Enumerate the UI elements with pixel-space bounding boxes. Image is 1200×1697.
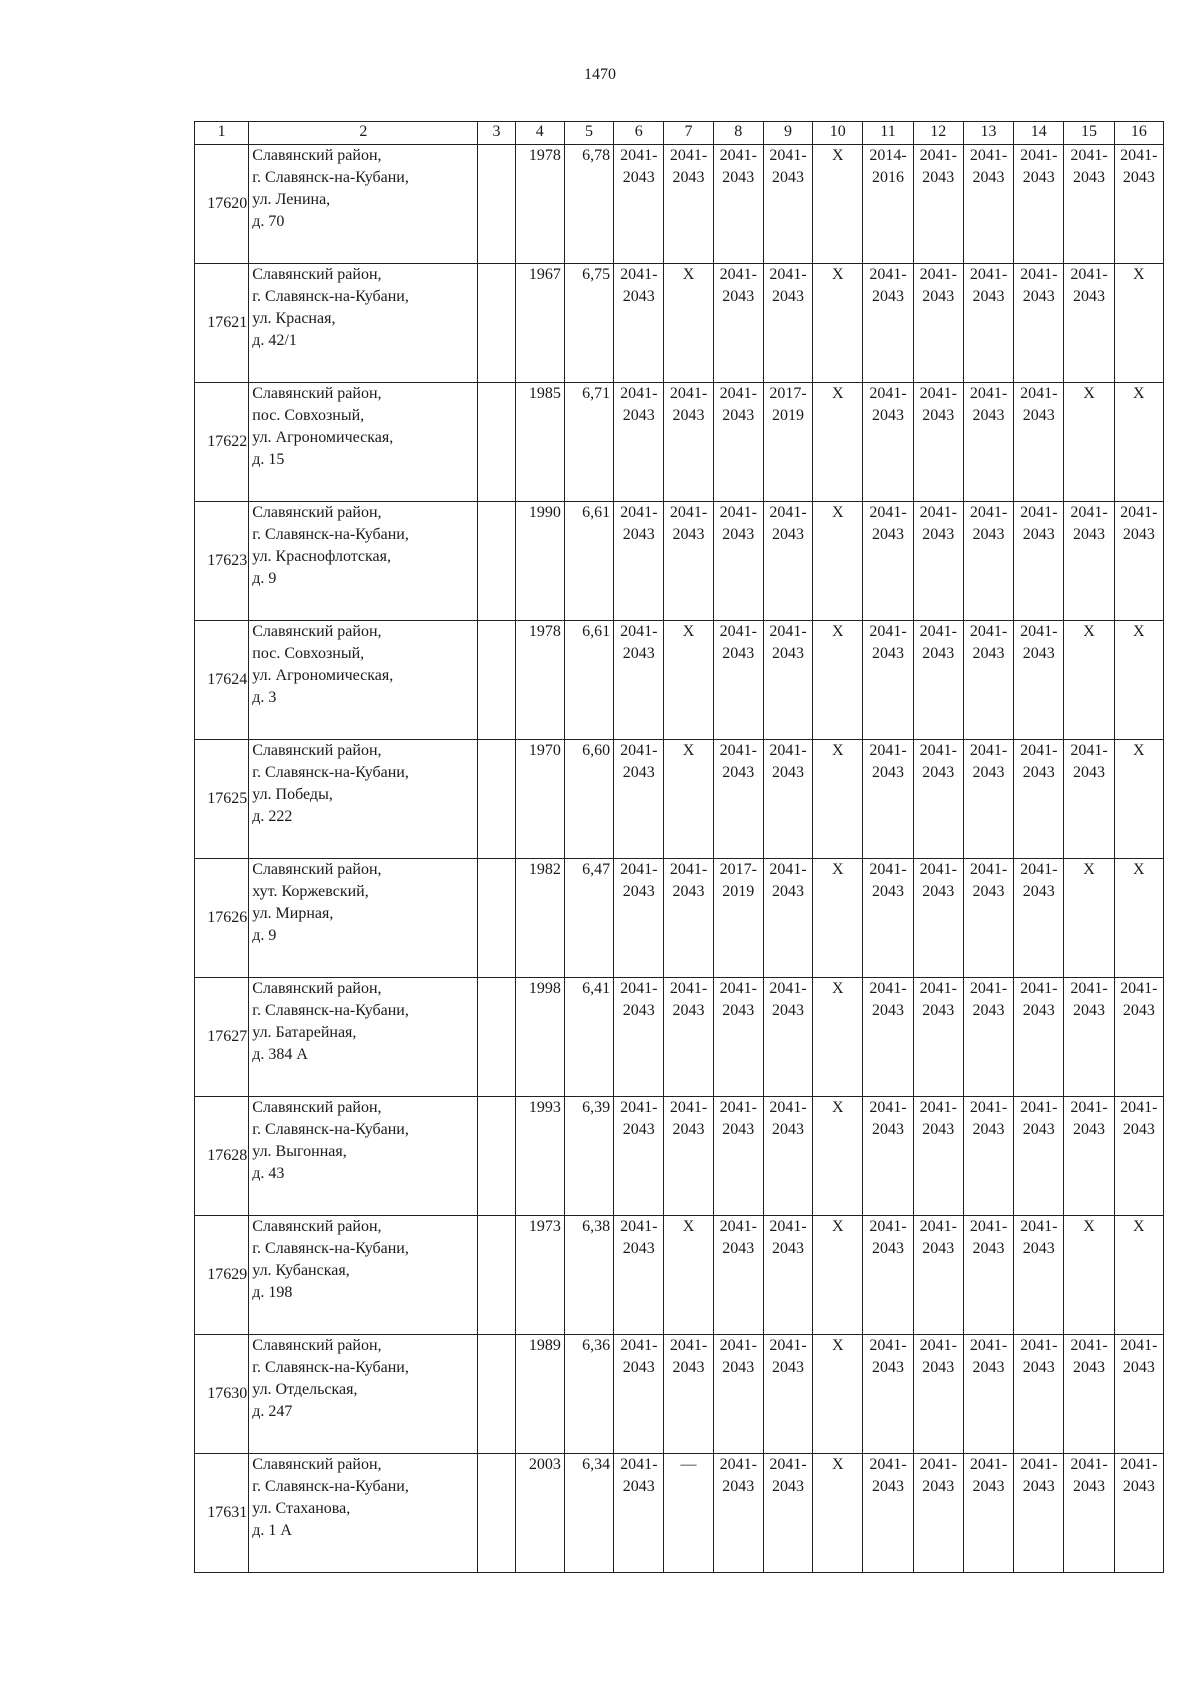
address-cell [249, 264, 478, 383]
address-cell [249, 978, 478, 1097]
period-cell-col-13: 2041-2043 [963, 978, 1013, 1097]
address-cell [249, 145, 478, 264]
period-cell-col-13: 2041-2043 [963, 502, 1013, 621]
column-header-6: 6 [614, 122, 664, 145]
address-line: г. Славянск-на-Кубани, [252, 1240, 409, 1257]
cell-c5: 6,61 [564, 621, 613, 740]
period-cell-col-11: 2041-2043 [863, 383, 913, 502]
period-cell-col-16: 2041-2043 [1114, 502, 1163, 621]
period-cell-col-11: 2041-2043 [863, 859, 913, 978]
period-cell-col-10: X [813, 1335, 863, 1454]
address-line: д. 3 [252, 689, 277, 706]
period-cell-col-14: 2041-2043 [1014, 621, 1064, 740]
period-cell-col-7: — [664, 1454, 713, 1573]
period-cell-col-10: X [813, 383, 863, 502]
period-cell-col-12: 2041-2043 [913, 859, 963, 978]
period-cell-col-7: 2041-2043 [664, 383, 713, 502]
address-line: Славянский район, [252, 1099, 382, 1116]
address-line: д. 198 [252, 1284, 293, 1301]
cell-c3 [478, 859, 515, 978]
period-cell-col-15: 2041-2043 [1064, 502, 1114, 621]
column-header-3: 3 [478, 122, 515, 145]
address-line: ул. Мирная, [252, 905, 334, 922]
period-cell-col-15: 2041-2043 [1064, 1335, 1114, 1454]
period-cell-col-14: 2041-2043 [1014, 1454, 1064, 1573]
column-header-1: 1 [195, 122, 249, 145]
period-cell-col-8: 2041-2043 [713, 502, 763, 621]
period-cell-col-7: X [664, 621, 713, 740]
period-cell-col-9: 2041-2043 [763, 1335, 812, 1454]
cell-c3 [478, 1097, 515, 1216]
period-cell-col-16: X [1114, 1216, 1163, 1335]
period-cell-col-13: 2041-2043 [963, 1454, 1013, 1573]
period-cell-col-9: 2041-2043 [763, 502, 812, 621]
table-body [195, 145, 1164, 1573]
period-cell-col-14: 2041-2043 [1014, 1097, 1064, 1216]
period-cell-col-10: X [813, 859, 863, 978]
row-number: 17623 [195, 502, 249, 621]
row-number: 17625 [195, 740, 249, 859]
address-line: ул. Агрономическая, [252, 667, 394, 684]
address-line: ул. Победы, [252, 786, 333, 803]
address-line: ул. Агрономическая, [252, 429, 394, 446]
period-cell-col-11: 2041-2043 [863, 740, 913, 859]
period-cell-col-8: 2041-2043 [713, 1097, 763, 1216]
cell-c3 [478, 621, 515, 740]
period-cell-col-12: 2041-2043 [913, 1454, 963, 1573]
period-cell-col-12: 2041-2043 [913, 1335, 963, 1454]
period-cell-col-8: 2041-2043 [713, 978, 763, 1097]
period-cell-col-7: 2041-2043 [664, 1335, 713, 1454]
period-cell-col-9: 2041-2043 [763, 264, 812, 383]
address-line: Славянский район, [252, 504, 382, 521]
address-line: ул. Ленина, [252, 191, 331, 208]
cell-c3 [478, 1216, 515, 1335]
cell-c5: 6,41 [564, 978, 613, 1097]
period-cell-col-10: X [813, 264, 863, 383]
address-cell [249, 859, 478, 978]
period-cell-col-16: 2041-2043 [1114, 1097, 1163, 1216]
period-cell-col-12: 2041-2043 [913, 264, 963, 383]
period-cell-col-13: 2041-2043 [963, 1216, 1013, 1335]
row-number: 17626 [195, 859, 249, 978]
address-line: г. Славянск-на-Кубани, [252, 1002, 409, 1019]
period-cell-col-9: 2041-2043 [763, 859, 812, 978]
period-cell-col-14: 2041-2043 [1014, 978, 1064, 1097]
column-header-8: 8 [713, 122, 763, 145]
row-number: 17627 [195, 978, 249, 1097]
period-cell-col-15: X [1064, 1216, 1114, 1335]
cell-c4: 1985 [515, 383, 564, 502]
address-line: д. 222 [252, 808, 293, 825]
address-line: г. Славянск-на-Кубани, [252, 1121, 409, 1138]
table-row [195, 383, 1164, 502]
period-cell-col-15: 2041-2043 [1064, 740, 1114, 859]
row-number: 17622 [195, 383, 249, 502]
table-row [195, 145, 1164, 264]
period-cell-col-8: 2041-2043 [713, 1216, 763, 1335]
period-cell-col-12: 2041-2043 [913, 740, 963, 859]
period-cell-col-11: 2041-2043 [863, 502, 913, 621]
table-row [195, 1216, 1164, 1335]
period-cell-col-14: 2041-2043 [1014, 145, 1064, 264]
period-cell-col-6: 2041-2043 [614, 1216, 664, 1335]
address-line: Славянский район, [252, 266, 382, 283]
period-cell-col-6: 2041-2043 [614, 502, 664, 621]
table-row [195, 740, 1164, 859]
period-cell-col-9: 2041-2043 [763, 621, 812, 740]
period-cell-col-14: 2041-2043 [1014, 740, 1064, 859]
column-header-9: 9 [763, 122, 812, 145]
address-line: ул. Отдельская, [252, 1381, 358, 1398]
period-cell-col-14: 2041-2043 [1014, 502, 1064, 621]
table-row [195, 978, 1164, 1097]
column-header-13: 13 [963, 122, 1013, 145]
period-cell-col-6: 2041-2043 [614, 1097, 664, 1216]
period-cell-col-9: 2017-2019 [763, 383, 812, 502]
address-line: г. Славянск-на-Кубани, [252, 288, 409, 305]
period-cell-col-14: 2041-2043 [1014, 1216, 1064, 1335]
address-cell [249, 1097, 478, 1216]
address-line: д. 15 [252, 451, 285, 468]
address-line: пос. Совхозный, [252, 645, 365, 662]
address-line: ул. Батарейная, [252, 1024, 357, 1041]
period-cell-col-10: X [813, 145, 863, 264]
row-number: 17620 [195, 145, 249, 264]
period-cell-col-10: X [813, 502, 863, 621]
address-line: Славянский район, [252, 1337, 382, 1354]
period-cell-col-9: 2041-2043 [763, 1216, 812, 1335]
housing-table [194, 121, 1164, 1573]
cell-c4: 1993 [515, 1097, 564, 1216]
cell-c4: 1998 [515, 978, 564, 1097]
address-cell [249, 740, 478, 859]
period-cell-col-8: 2041-2043 [713, 1454, 763, 1573]
address-cell [249, 1335, 478, 1454]
cell-c4: 1989 [515, 1335, 564, 1454]
address-line: Славянский район, [252, 385, 382, 402]
period-cell-col-10: X [813, 1097, 863, 1216]
cell-c5: 6,36 [564, 1335, 613, 1454]
period-cell-col-8: 2041-2043 [713, 264, 763, 383]
period-cell-col-7: 2041-2043 [664, 502, 713, 621]
period-cell-col-16: 2041-2043 [1114, 1454, 1163, 1573]
address-line: ул. Краснофлотская, [252, 548, 392, 565]
address-line: ул. Кубанская, [252, 1262, 350, 1279]
cell-c5: 6,47 [564, 859, 613, 978]
cell-c5: 6,39 [564, 1097, 613, 1216]
period-cell-col-13: 2041-2043 [963, 1335, 1013, 1454]
period-cell-col-7: 2041-2043 [664, 1097, 713, 1216]
column-header-15: 15 [1064, 122, 1114, 145]
period-cell-col-16: 2041-2043 [1114, 145, 1163, 264]
cell-c3 [478, 740, 515, 859]
column-header-10: 10 [813, 122, 863, 145]
period-cell-col-13: 2041-2043 [963, 264, 1013, 383]
column-header-2: 2 [249, 122, 478, 145]
period-cell-col-16: X [1114, 740, 1163, 859]
period-cell-col-15: 2041-2043 [1064, 145, 1114, 264]
table-row [195, 621, 1164, 740]
table-row [195, 1097, 1164, 1216]
address-line: г. Славянск-на-Кубани, [252, 1359, 409, 1376]
cell-c5: 6,75 [564, 264, 613, 383]
address-line: хут. Коржевский, [252, 883, 369, 900]
page-number: 1470 [584, 66, 616, 83]
period-cell-col-11: 2041-2043 [863, 1335, 913, 1454]
address-line: д. 1 А [252, 1522, 292, 1539]
row-number: 17621 [195, 264, 249, 383]
period-cell-col-15: 2041-2043 [1064, 1454, 1114, 1573]
cell-c5: 6,61 [564, 502, 613, 621]
period-cell-col-6: 2041-2043 [614, 978, 664, 1097]
period-cell-col-14: 2041-2043 [1014, 1335, 1064, 1454]
period-cell-col-13: 2041-2043 [963, 621, 1013, 740]
address-line: Славянский район, [252, 1218, 382, 1235]
cell-c5: 6,38 [564, 1216, 613, 1335]
period-cell-col-10: X [813, 1454, 863, 1573]
column-header-11: 11 [863, 122, 913, 145]
period-cell-col-12: 2041-2043 [913, 1097, 963, 1216]
address-line: д. 42/1 [252, 332, 297, 349]
period-cell-col-6: 2041-2043 [614, 1335, 664, 1454]
cell-c3 [478, 383, 515, 502]
address-line: д. 384 А [252, 1046, 308, 1063]
period-cell-col-8: 2041-2043 [713, 145, 763, 264]
address-line: д. 9 [252, 570, 277, 587]
period-cell-col-15: X [1064, 859, 1114, 978]
period-cell-col-6: 2041-2043 [614, 1454, 664, 1573]
address-line: д. 9 [252, 927, 277, 944]
address-line: ул. Стаханова, [252, 1500, 351, 1517]
period-cell-col-16: 2041-2043 [1114, 978, 1163, 1097]
address-cell [249, 1216, 478, 1335]
period-cell-col-8: 2041-2043 [713, 740, 763, 859]
period-cell-col-12: 2041-2043 [913, 502, 963, 621]
column-header-14: 14 [1014, 122, 1064, 145]
period-cell-col-13: 2041-2043 [963, 383, 1013, 502]
table-row [195, 502, 1164, 621]
period-cell-col-6: 2041-2043 [614, 264, 664, 383]
row-number: 17628 [195, 1097, 249, 1216]
period-cell-col-11: 2041-2043 [863, 1097, 913, 1216]
period-cell-col-8: 2041-2043 [713, 1335, 763, 1454]
period-cell-col-8: 2041-2043 [713, 383, 763, 502]
period-cell-col-6: 2041-2043 [614, 621, 664, 740]
period-cell-col-11: 2041-2043 [863, 978, 913, 1097]
period-cell-col-9: 2041-2043 [763, 145, 812, 264]
period-cell-col-16: X [1114, 264, 1163, 383]
address-line: Славянский район, [252, 623, 382, 640]
period-cell-col-12: 2041-2043 [913, 383, 963, 502]
period-cell-col-16: X [1114, 859, 1163, 978]
address-line: ул. Выгонная, [252, 1143, 347, 1160]
period-cell-col-10: X [813, 978, 863, 1097]
period-cell-col-13: 2041-2043 [963, 740, 1013, 859]
cell-c3 [478, 264, 515, 383]
period-cell-col-9: 2041-2043 [763, 740, 812, 859]
cell-c5: 6,60 [564, 740, 613, 859]
period-cell-col-6: 2041-2043 [614, 145, 664, 264]
cell-c4: 1973 [515, 1216, 564, 1335]
period-cell-col-12: 2041-2043 [913, 621, 963, 740]
period-cell-col-16: X [1114, 383, 1163, 502]
period-cell-col-8: 2041-2043 [713, 621, 763, 740]
period-cell-col-11: 2041-2043 [863, 1454, 913, 1573]
cell-c5: 6,71 [564, 383, 613, 502]
address-line: Славянский район, [252, 980, 382, 997]
row-number: 17630 [195, 1335, 249, 1454]
period-cell-col-10: X [813, 1216, 863, 1335]
column-header-5: 5 [564, 122, 613, 145]
cell-c4: 1990 [515, 502, 564, 621]
period-cell-col-11: 2041-2043 [863, 621, 913, 740]
cell-c3 [478, 1454, 515, 1573]
address-line: д. 43 [252, 1165, 285, 1182]
cell-c4: 1970 [515, 740, 564, 859]
period-cell-col-7: X [664, 264, 713, 383]
address-line: г. Славянск-на-Кубани, [252, 169, 409, 186]
column-header-12: 12 [913, 122, 963, 145]
period-cell-col-8: 2017-2019 [713, 859, 763, 978]
period-cell-col-9: 2041-2043 [763, 1097, 812, 1216]
period-cell-col-13: 2041-2043 [963, 859, 1013, 978]
cell-c3 [478, 145, 515, 264]
cell-c4: 2003 [515, 1454, 564, 1573]
address-line: г. Славянск-на-Кубани, [252, 1478, 409, 1495]
period-cell-col-15: 2041-2043 [1064, 264, 1114, 383]
period-cell-col-7: 2041-2043 [664, 978, 713, 1097]
address-line: Славянский район, [252, 1456, 382, 1473]
period-cell-col-10: X [813, 621, 863, 740]
period-cell-col-7: X [664, 740, 713, 859]
period-cell-col-6: 2041-2043 [614, 740, 664, 859]
period-cell-col-14: 2041-2043 [1014, 383, 1064, 502]
row-number: 17629 [195, 1216, 249, 1335]
cell-c4: 1967 [515, 264, 564, 383]
column-header-4: 4 [515, 122, 564, 145]
header-row [195, 122, 1164, 145]
period-cell-col-10: X [813, 740, 863, 859]
period-cell-col-13: 2041-2043 [963, 145, 1013, 264]
period-cell-col-12: 2041-2043 [913, 1216, 963, 1335]
period-cell-col-13: 2041-2043 [963, 1097, 1013, 1216]
period-cell-col-15: 2041-2043 [1064, 1097, 1114, 1216]
period-cell-col-11: 2014-2016 [863, 145, 913, 264]
period-cell-col-16: X [1114, 621, 1163, 740]
cell-c4: 1978 [515, 145, 564, 264]
cell-c3 [478, 1335, 515, 1454]
address-line: Славянский район, [252, 742, 382, 759]
period-cell-col-11: 2041-2043 [863, 1216, 913, 1335]
cell-c3 [478, 978, 515, 1097]
period-cell-col-15: 2041-2043 [1064, 978, 1114, 1097]
address-line: д. 70 [252, 213, 285, 230]
period-cell-col-7: X [664, 1216, 713, 1335]
cell-c4: 1982 [515, 859, 564, 978]
address-cell [249, 383, 478, 502]
address-line: пос. Совхозный, [252, 407, 365, 424]
table-row [195, 264, 1164, 383]
period-cell-col-7: 2041-2043 [664, 145, 713, 264]
address-cell [249, 1454, 478, 1573]
address-line: Славянский район, [252, 147, 382, 164]
row-number: 17631 [195, 1454, 249, 1573]
cell-c3 [478, 502, 515, 621]
row-number: 17624 [195, 621, 249, 740]
column-header-16: 16 [1114, 122, 1163, 145]
period-cell-col-11: 2041-2043 [863, 264, 913, 383]
table-row [195, 1454, 1164, 1573]
address-line: ул. Красная, [252, 310, 336, 327]
period-cell-col-7: 2041-2043 [664, 859, 713, 978]
cell-c4: 1978 [515, 621, 564, 740]
period-cell-col-14: 2041-2043 [1014, 264, 1064, 383]
period-cell-col-16: 2041-2043 [1114, 1335, 1163, 1454]
address-line: д. 247 [252, 1403, 293, 1420]
address-line: г. Славянск-на-Кубани, [252, 764, 409, 781]
address-line: г. Славянск-на-Кубани, [252, 526, 409, 543]
period-cell-col-14: 2041-2043 [1014, 859, 1064, 978]
period-cell-col-9: 2041-2043 [763, 1454, 812, 1573]
address-cell [249, 621, 478, 740]
period-cell-col-15: X [1064, 383, 1114, 502]
table-row [195, 859, 1164, 978]
period-cell-col-12: 2041-2043 [913, 978, 963, 1097]
cell-c5: 6,78 [564, 145, 613, 264]
period-cell-col-6: 2041-2043 [614, 859, 664, 978]
address-cell [249, 502, 478, 621]
table-row [195, 1335, 1164, 1454]
period-cell-col-15: X [1064, 621, 1114, 740]
period-cell-col-12: 2041-2043 [913, 145, 963, 264]
cell-c5: 6,34 [564, 1454, 613, 1573]
column-header-7: 7 [664, 122, 713, 145]
period-cell-col-9: 2041-2043 [763, 978, 812, 1097]
address-line: Славянский район, [252, 861, 382, 878]
period-cell-col-6: 2041-2043 [614, 383, 664, 502]
